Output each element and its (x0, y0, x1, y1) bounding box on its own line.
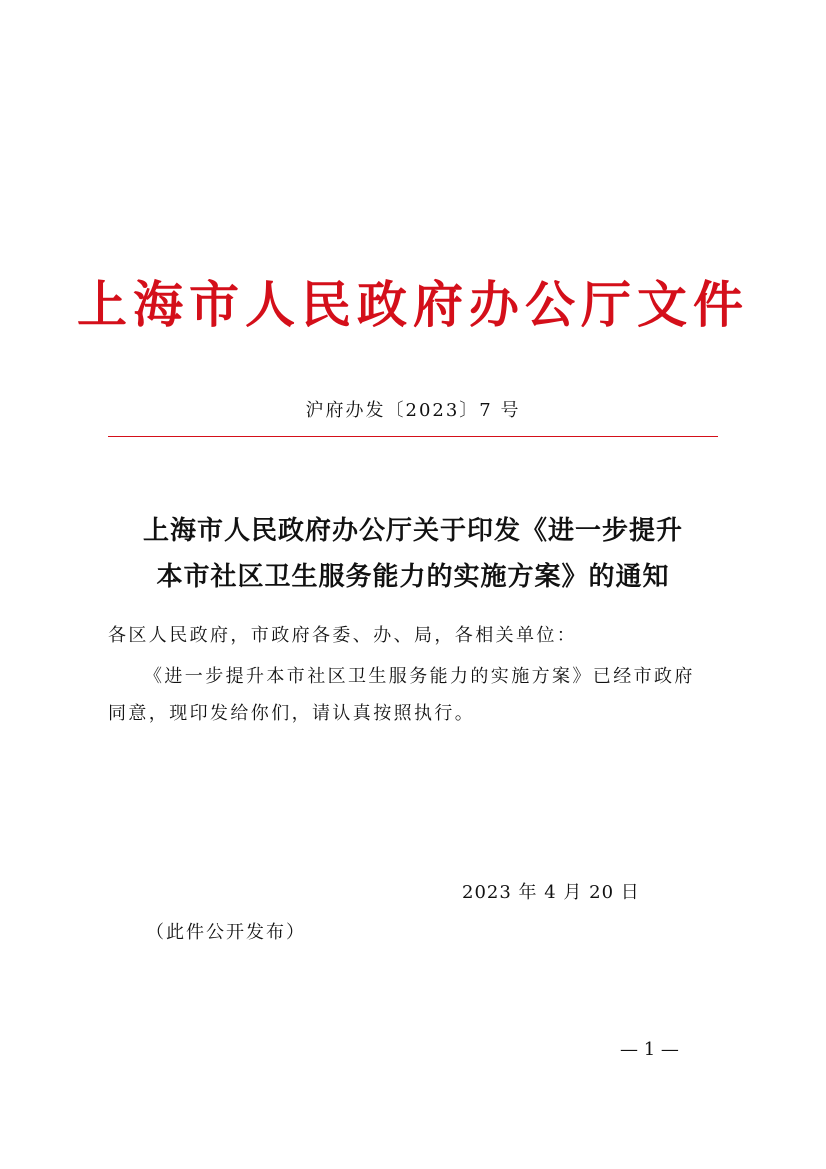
document-number: 沪府办发〔2023〕7 号 (305, 400, 521, 421)
notice-title-line-2: 本市社区卫生服务能力的实施方案》的通知 (156, 562, 670, 592)
body-paragraph-line-1: 《进一步提升本市社区卫生服务能力的实施方案》已经市政府 (144, 666, 695, 687)
issue-date: 2023 年 4 月 20 日 (462, 882, 640, 903)
salutation: 各区人民政府，市政府各委、办、局，各相关单位： (108, 625, 578, 646)
document-masthead: 上海市人民政府办公厅文件 (77, 275, 749, 334)
publish-note: （此件公开发布） (146, 922, 306, 943)
page-number: — 1 — (620, 1039, 679, 1060)
notice-title (108, 508, 718, 600)
body-paragraph-line-2: 同意，现印发给你们，请认真按照执行。 (108, 703, 476, 724)
notice-title-line-1: 上海市人民政府办公厅关于印发《进一步提升 (142, 516, 683, 546)
red-separator-line (108, 436, 718, 437)
